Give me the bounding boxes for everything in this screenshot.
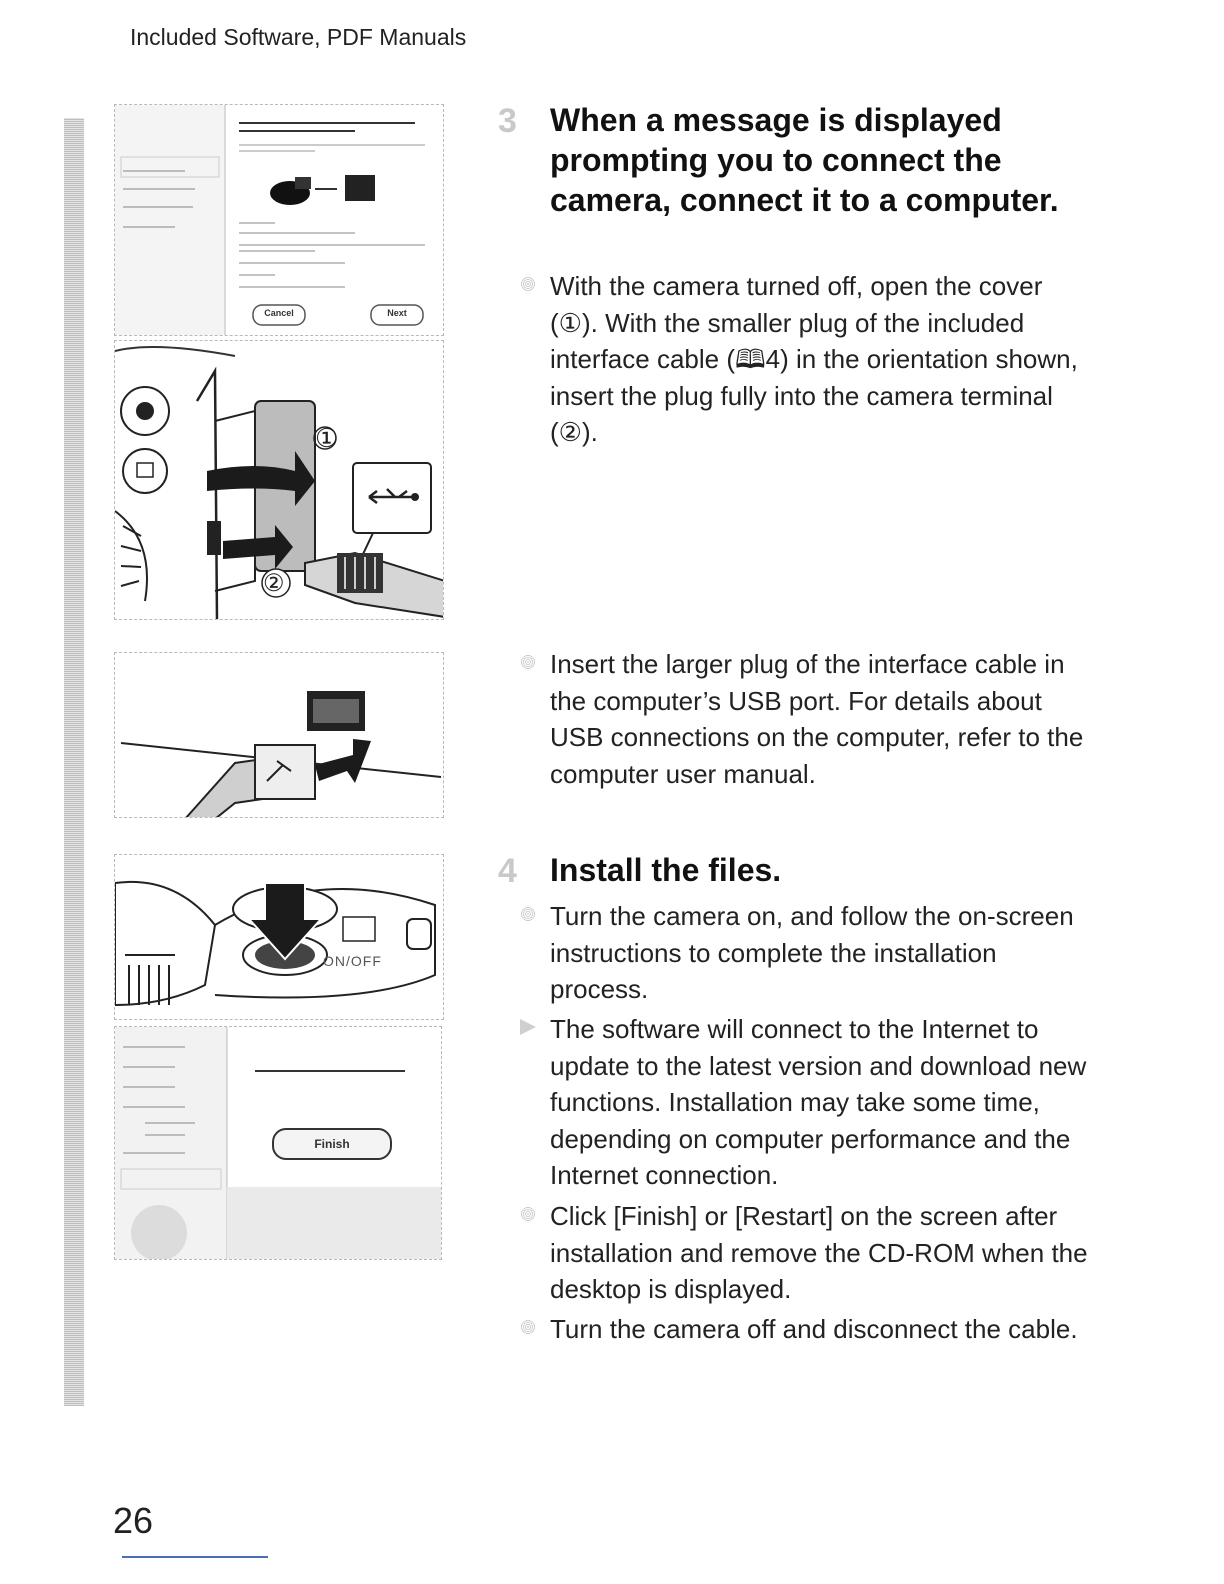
result-arrow-icon xyxy=(520,1019,536,1035)
page-header: Included Software, PDF Manuals xyxy=(130,24,467,50)
figure-power-button xyxy=(114,854,444,1020)
bullet-text: With the camera turned off, open the cover (①). With the smaller plug of the included interface cable (🕮4) in the orientation shown, insert the plug fully into the camera terminal (②). xyxy=(550,271,1078,448)
bullet-text: The software will connect to the Internet to update to the latest version and download new functions. Installation may take some time, depending on computer performance and the Internet connection. xyxy=(550,1014,1087,1191)
bullet-icon xyxy=(520,906,536,922)
next-button: Next xyxy=(387,308,407,318)
on-off-label: ON/OFF xyxy=(323,953,382,969)
bullet-icon xyxy=(520,1319,536,1335)
finish-button: Finish xyxy=(314,1137,350,1151)
figure-camera-terminal xyxy=(114,340,444,620)
bullet-icon xyxy=(520,1206,536,1222)
page-number: 26 xyxy=(113,1500,154,1541)
callout-1: ① xyxy=(315,423,339,453)
figure-installer-connect-dialog xyxy=(114,104,444,336)
figure-installer-finish-dialog xyxy=(114,1026,442,1260)
step-3-title: When a message is displayed prompting you to connect the camera, connect it to a computer. xyxy=(550,102,1059,218)
figure-computer-usb-port xyxy=(114,652,444,818)
bullet-text: Insert the larger plug of the interface cable in the computer’s USB port. For details about USB connections on the computer, refer to the computer user manual. xyxy=(550,649,1084,789)
chapter-sidebar-bar xyxy=(64,118,84,1406)
bullet-icon xyxy=(520,654,536,670)
step-3-number: 3 xyxy=(498,102,517,140)
cancel-button: Cancel xyxy=(264,308,294,318)
footer-rule xyxy=(122,1556,268,1558)
callout-2: ② xyxy=(263,570,285,597)
bullet-text: Turn the camera on, and follow the on-screen instructions to complete the installation process. xyxy=(550,901,1074,1005)
bullet-icon xyxy=(520,276,536,292)
bullet-text: Turn the camera off and disconnect the cable. xyxy=(550,1314,1078,1344)
step-4-title: Install the files. xyxy=(550,852,782,888)
bullet-text: Click [Finish] or [Restart] on the screen after installation and remove the CD-ROM when the desktop is displayed. xyxy=(550,1201,1088,1305)
step-4-number: 4 xyxy=(498,852,517,890)
